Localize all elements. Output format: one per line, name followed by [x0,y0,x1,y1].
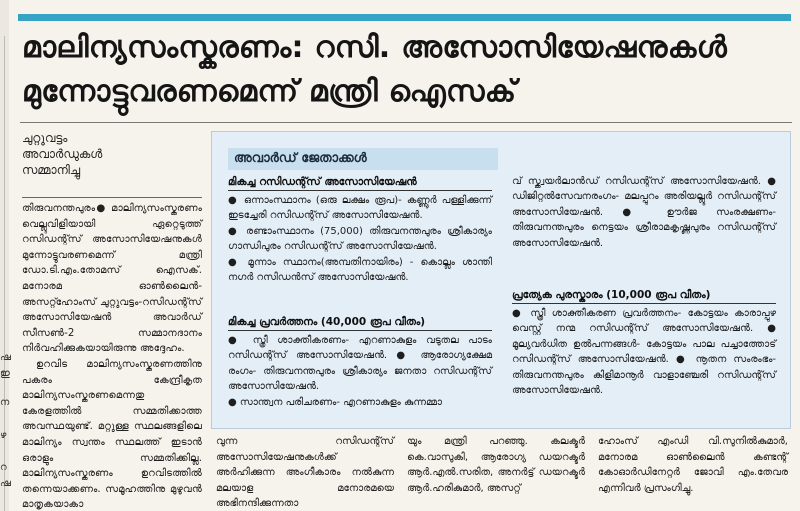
best-ra-list [228,193,492,285]
kicker [22,130,202,178]
list-item: ● രണ്ടാംസ്ഥാനം (75,000) തിരുവനന്തപുരം ശ്രീകാര്യം ഗാന്ധിപുരം റസിഡന്റ്സ് അസോസിയേഷൻ. [228,225,492,253]
kicker-line-1: ചുറ്റുവട്ടം [22,131,68,145]
headline-rule [20,122,792,123]
award-winners-box [211,131,791,429]
list-item: ● മൂന്നാം സ്ഥാനം(അമ്പതിനായിരം) - കൊല്ലം ശാന്തി നഗർ റസിഡൻസ് അസോസിയേഷൻ. [228,256,492,284]
edge-letter: ഴ [0,430,7,441]
article-paragraph: ഉറവിട മാലിന്യസംസ്കരണത്തിനു പകരം കേന്ദ്രീകൃത മാലിന്യസംസ്കരണമെന്നതു കേരളത്തിൽ സമ്മതിക്കാത്ത അവസ്ഥയുണ്ട്. മറ്റുള്ള സ്ഥലങ്ങളിലെ മാലിന്യം സ്വന്തം സ്ഥലത്ത് ഇടാൻ ഒരാളും സമ്മതിക്കില്ല. മാലിന്യസംസ്കരണം ഉറവിടത്തിൽ തന്നെയാക്കണം. സമൂഹത്തിനു മുഴുവൻ മാതൃകയാകാ [22,358,202,511]
kicker-rule [22,197,202,198]
edge-letter: ന [0,397,10,408]
list-item: ● സാന്ത്വന പരിചരണം- എറണാകുളം കുന്നമ്മാ [228,396,442,408]
edge-letter: ഇ [0,368,10,379]
article-column-4: ഹോംസ് എംഡി വി.സുനിൽകുമാർ, മനോരമ ഓൺലൈൻ കണ്ടന്റ് കോഓർഡിനേറ്റർ ജോവി എം.തേവര എന്നിവർ പ്രസംഗിച്ചു. [598,436,788,494]
kicker-line-2: അവാർഡുകൾ [22,147,103,161]
special-award-heading: പ്രത്യേക പുരസ്കാരം (10,000 രൂപ വീതം) [512,289,711,301]
article-column-2: വുന്ന റസിഡന്റ്സ് അസോസിയേഷനുകൾക്ക് അർഹിക്കുന്ന അംഗീകാരം നൽകുന്ന മലയാള മനോരമയെ അഭിനന്ദിക്കുന്നതാ [216,436,394,510]
list-item: ● സ്ത്രീ ശാക്തീകരണം- എറണാകുളം വടുതല പാടം റസിഡന്റ്സ് അസോസിയേഷൻ. ● ആരോഗ്യക്ഷേമ രംഗം- തിരുവനന്തപുരം ശ്രീകാര്യം ജനതാ റസിഡന്റ്സ് അസോസിയേഷൻ. [228,335,492,393]
headline-line-2: മുന്നോട്ടുവരണമെന്ന് മന്ത്രി ഐസക് [22,74,517,109]
headline [22,26,792,114]
section-rule [228,190,492,191]
edge-letter: ഷ [0,478,11,489]
award-box-title: അവാർഡ് ജേതാക്കൾ [234,151,367,166]
headline-line-1: മാലിന്യസംസ്കരണം: റസി. അസോസിയേഷനുകൾ [22,30,728,65]
kicker-line-3: സമ്മാനിച്ചു [22,163,81,177]
edge-letter: റ [0,462,7,473]
section-rule [228,330,492,331]
special-award-list: ● സ്ത്രീ ശാക്തീകരണ പ്രവർത്തനം- കോട്ടയം കാരാപ്പുഴ വെസ്റ്റ് നന്മ റസിഡന്റ്സ് അസോസിയേഷൻ. ● മൂല്യവർധിത ഉൽപന്നങ്ങൾ- കോട്ടയം പാല പച്ചാത്തോട് റസിഡന്റ്സ് അസോസിയേഷൻ. ● നൂതന സംരംഭം- തിരുവനന്തപുരം കിളിമാനൂർ വാളാഞ്ചേരി റസിഡന്റ്സ് അസോസിയേഷൻ. [512,308,776,397]
article-column-1 [22,201,202,511]
section-rule [512,303,776,304]
article-column-3: യും മന്ത്രി പറഞ്ഞു. കലക്ടർ കെ.വാസുകി, ആരോഗ്യ ഡയറക്ടർ ആർ.എൽ.സരിത, അനർട്ട് ഡയറക്ടർ ആർ.ഹരികുമാർ, അസറ്റ് [407,436,585,494]
edge-letter: ഷ [0,352,11,363]
article-paragraph: തിരുവനന്തപുരം● മാലിന്യസംസ്കരണം വെല്ലുവിളിയായി ഏറ്റെടുത്ത് റസിഡന്റ്സ് അസോസിയേഷനുകൾ മുന്നോട്ടുവരണമെന്ന് മന്ത്രി ഡോ.ടി.എം.തോമസ് ഐസക്. മനോരമ ഓൺലൈൻ- അസറ്റ്ഹോംസ് ചുറ്റുവട്ടം-റസിഡന്റ്സ് അസോസിയേഷൻ അവാർഡ് സീസൺ-2 സമ്മാനദാനം നിർവഹിക്കുകയായിരുന്നു അദ്ദേഹം. [22,203,202,355]
best-ra-heading: മികച്ച റസിഡന്റ്സ് അസോസിയേഷൻ [228,176,417,188]
best-activity-list [228,333,492,410]
award-list-continued: വ് സ്ക്വയർലാൻഡ് റസിഡന്റ്സ് അസോസിയേഷൻ. ● ഡിജിറ്റൽസേവനരംഗം- മലപ്പുറം അരിയല്ലൂർ റസിഡന്റ്സ് അസോസിയേഷൻ. ● ഊർജ സംരക്ഷണം- തിരുവനന്തപുരം നെട്ടയം ശ്രീരാമകൃഷ്ണപുരം റസിഡന്റ്സ് അസോസിയേഷൻ. [512,176,776,249]
best-activity-heading: മികച്ച പ്രവർത്തനം (40,000 രൂപ വീതം) [228,316,426,328]
section-color-rule [18,14,791,21]
list-item: ● ഒന്നാംസ്ഥാനം (ഒരു ലക്ഷം രൂപ)- കണ്ണൂർ പള്ളിക്കുന്ന് ഇടച്ചേരി റസിഡന്റ്സ് അസോസിയേഷൻ. [228,195,492,222]
